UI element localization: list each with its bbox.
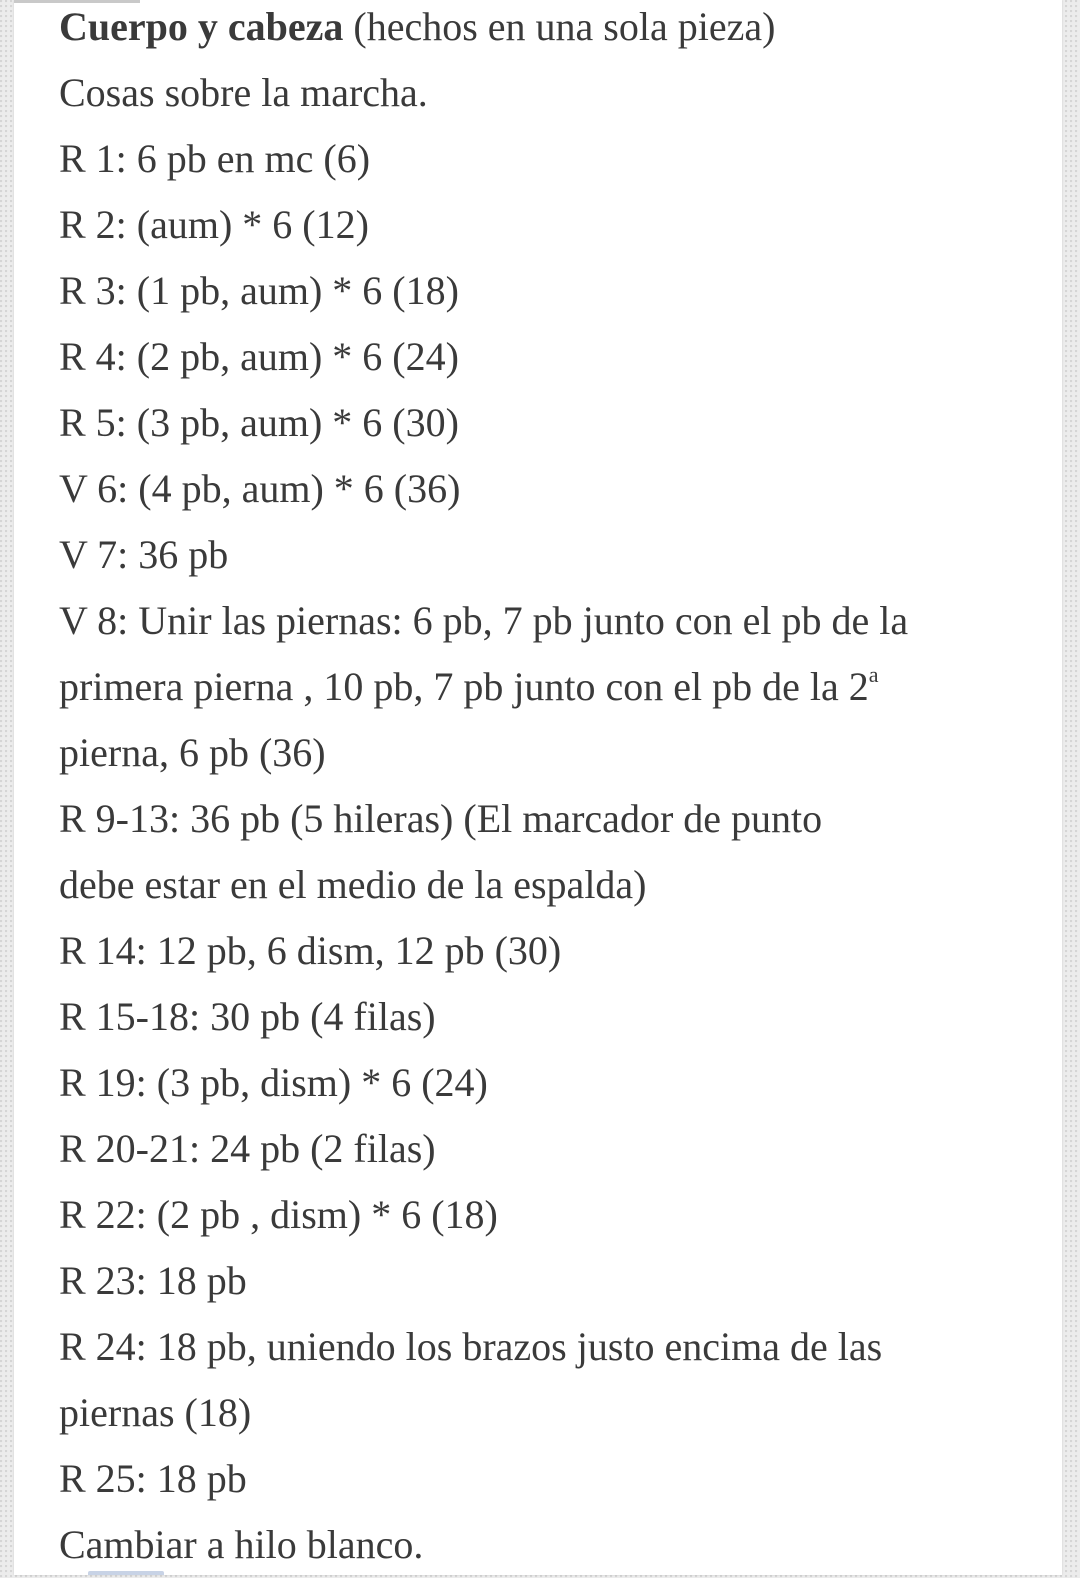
round-line: R 24: 18 pb, uniendo los brazos justo encima de las <box>59 1324 883 1369</box>
round-line-continued <box>59 654 1049 720</box>
round-line: R 23: 18 pb <box>59 1258 247 1303</box>
round-line: R 22: (2 pb , dism) * 6 (18) <box>59 1192 498 1237</box>
ordinal-superscript: a <box>868 662 879 687</box>
round-line: V 6: (4 pb, aum) * 6 (36) <box>59 466 461 511</box>
round-line-continued: pierna, 6 pb (36) <box>59 730 326 775</box>
round-line: R 5: (3 pb, aum) * 6 (30) <box>59 400 459 445</box>
round-line: R 3: (1 pb, aum) * 6 (18) <box>59 268 459 313</box>
round-line: R 15-18: 30 pb (4 filas) <box>59 994 436 1039</box>
round-line: R 19: (3 pb, dism) * 6 (24) <box>59 1060 488 1105</box>
round-line: R 2: (aum) * 6 (12) <box>59 202 369 247</box>
round-line-continued: debe estar en el medio de la espalda) <box>59 862 647 907</box>
round-line: V 8: Unir las piernas: 6 pb, 7 pb junto con el pb de la <box>59 598 909 643</box>
round-line: R 20-21: 24 pb (2 filas) <box>59 1126 436 1171</box>
section-title-bold: Cuerpo y cabeza <box>59 4 344 49</box>
round-line: R 9-13: 36 pb (5 hileras) (El marcador de punto <box>59 796 823 841</box>
round-line: R 25: 18 pb <box>59 1456 247 1501</box>
bottom-accent-bar <box>88 1571 164 1575</box>
instruction-line: Cambiar a hilo blanco. <box>59 1522 424 1567</box>
round-line: R 14: 12 pb, 6 dism, 12 pb (30) <box>59 928 562 973</box>
round-line: R 1: 6 pb en mc (6) <box>59 136 371 181</box>
round-line: V 7: 36 pb <box>59 532 229 577</box>
round-line: R 4: (2 pb, aum) * 6 (24) <box>59 334 459 379</box>
section-title <box>59 0 1049 60</box>
round-line-continued: piernas (18) <box>59 1390 252 1435</box>
section-title-note: (hechos en una sola pieza) <box>343 4 776 49</box>
instruction-line: Cosas sobre la marcha. <box>59 70 428 115</box>
pattern-text <box>59 0 1049 1578</box>
round-line-text: primera pierna , 10 pb, 7 pb junto con el pb de la 2 <box>59 664 869 709</box>
